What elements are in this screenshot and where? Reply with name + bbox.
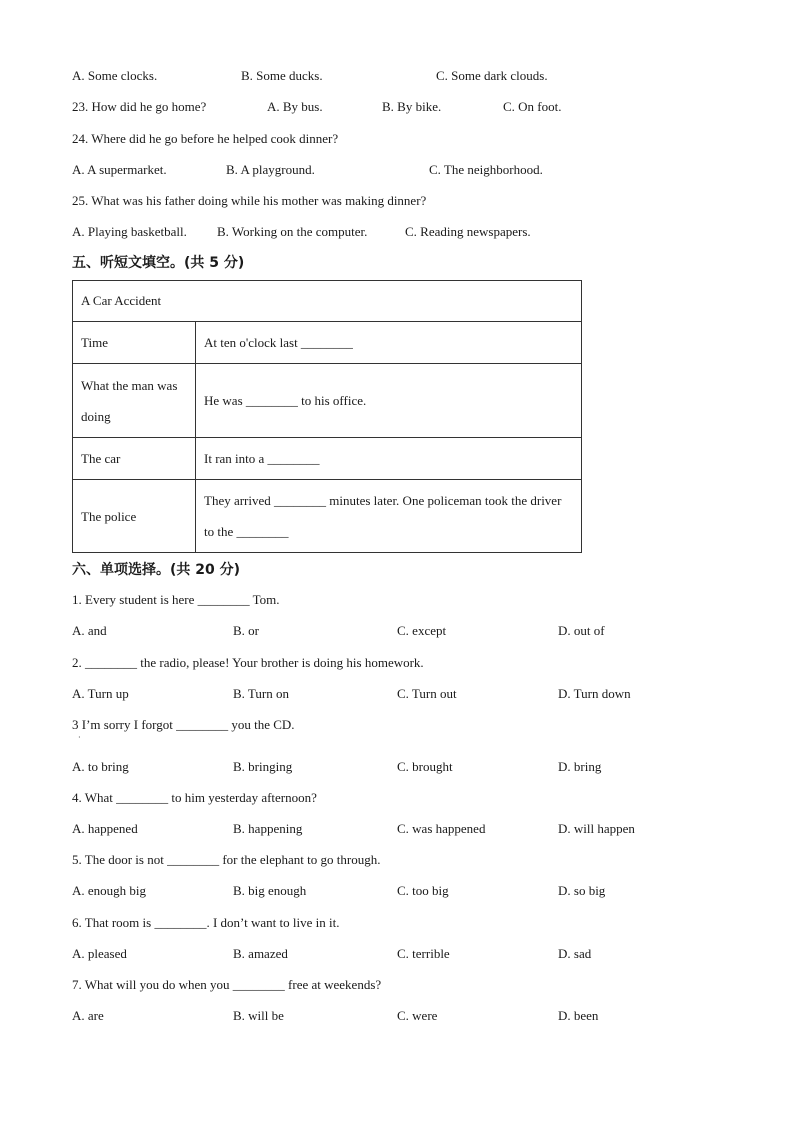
option-a: A. happened [72, 821, 138, 836]
s6-q3-question: 3 I’m sorry I forgot ________ you the CD. [72, 717, 295, 732]
option-c: C. brought [397, 759, 453, 774]
option-d: D. out of [558, 623, 605, 638]
option-d: D. Turn down [558, 686, 631, 701]
option-b: B. bringing [233, 759, 293, 774]
row-content: They arrived ________ minutes later. One policeman took the driver to the ________ [196, 480, 582, 553]
row-label: The police [73, 480, 196, 553]
option-c: C. was happened [397, 821, 486, 836]
option-d: D. been [558, 1008, 599, 1023]
table-row [73, 364, 582, 438]
s6-q1-question: 1. Every student is here ________ Tom. [72, 592, 280, 607]
section5-heading: 五、听短文填空。(共 5 分) [72, 255, 245, 271]
option-b: B. will be [233, 1008, 284, 1023]
q22-option-b: B. Some ducks. [241, 68, 323, 83]
q23-option-b: B. By bike. [382, 99, 442, 114]
row-label: The car [73, 438, 196, 480]
q22-option-c: C. Some dark clouds. [436, 68, 548, 83]
option-a: A. pleased [72, 946, 127, 961]
table-title-row [73, 281, 582, 322]
table-row [73, 480, 582, 553]
row-label: Time [73, 322, 196, 364]
row-content: At ten o'clock last ________ [196, 322, 582, 364]
option-d: D. bring [558, 759, 602, 774]
table-row [73, 322, 582, 364]
q25-option-b: B. Working on the computer. [217, 224, 368, 239]
option-c: C. except [397, 623, 447, 638]
row-label: What the man was doing [73, 364, 196, 438]
option-a: A. enough big [72, 883, 147, 898]
s6-q5-question: 5. The door is not ________ for the elephant to go through. [72, 852, 381, 867]
option-c: C. too big [397, 883, 449, 898]
s6-q6-question: 6. That room is ________. I don’t want to live in it. [72, 915, 340, 930]
row-content: He was ________ to his office. [196, 364, 582, 438]
q23-option-c: C. On foot. [503, 99, 562, 114]
option-b: B. Turn on [233, 686, 289, 701]
option-d: D. will happen [558, 821, 635, 836]
option-b: B. or [233, 623, 259, 638]
option-c: C. Turn out [397, 686, 457, 701]
section6-heading: 六、单项选择。(共 20 分) [72, 562, 241, 578]
q22-option-a: A. Some clocks. [72, 68, 158, 83]
option-c: C. were [397, 1008, 438, 1023]
q24-option-b: B. A playground. [226, 162, 315, 177]
s6-q2-question: 2. ________ the radio, please! Your brother is doing his homework. [72, 655, 424, 670]
q24-option-a: A. A supermarket. [72, 162, 167, 177]
option-b: B. happening [233, 821, 303, 836]
s6-q4-question: 4. What ________ to him yesterday afternoon? [72, 790, 317, 805]
option-d: D. so big [558, 883, 606, 898]
option-a: A. are [72, 1008, 104, 1023]
stray-dot-mark: · [78, 733, 81, 742]
option-c: C. terrible [397, 946, 450, 961]
option-b: B. amazed [233, 946, 288, 961]
q23-option-a: A. By bus. [267, 99, 323, 114]
car-accident-table [72, 280, 582, 553]
table-row [73, 438, 582, 480]
option-a: A. Turn up [72, 686, 129, 701]
s6-q7-question: 7. What will you do when you ________ free at weekends? [72, 977, 382, 992]
option-d: D. sad [558, 946, 592, 961]
option-a: A. and [72, 623, 107, 638]
q24-option-c: C. The neighborhood. [429, 162, 543, 177]
option-b: B. big enough [233, 883, 307, 898]
q25-question: 25. What was his father doing while his mother was making dinner? [72, 193, 427, 208]
q24-question: 24. Where did he go before he helped cook dinner? [72, 131, 339, 146]
table-title: A Car Accident [73, 281, 582, 322]
q25-option-c: C. Reading newspapers. [405, 224, 531, 239]
q23-question: 23. How did he go home? [72, 99, 207, 114]
q25-option-a: A. Playing basketball. [72, 224, 187, 239]
option-a: A. to bring [72, 759, 129, 774]
row-content: It ran into a ________ [196, 438, 582, 480]
